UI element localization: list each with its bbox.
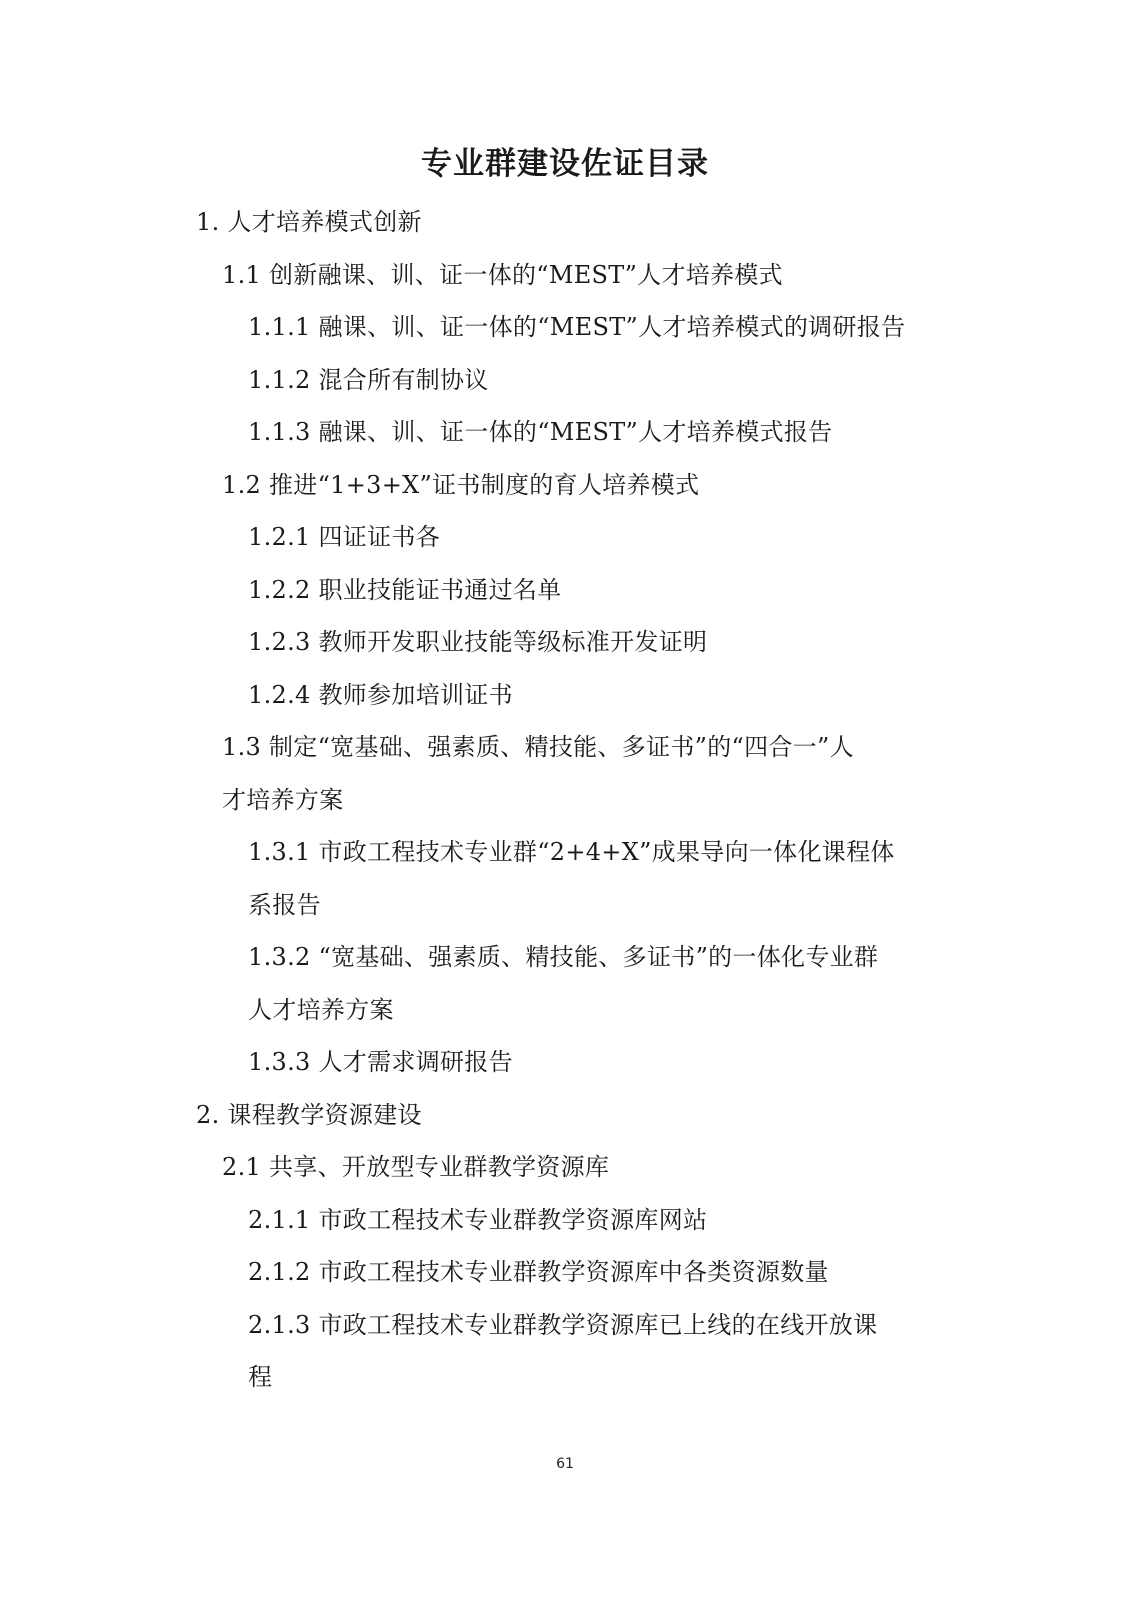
toc-entry: 1.2.4 教师参加培训证书 (248, 680, 513, 709)
toc-entry-continuation: 人才培养方案 (248, 995, 394, 1024)
toc-entry: 2.1 共享、开放型专业群教学资源库 (222, 1153, 610, 1181)
document-title: 专业群建设佐证目录 (421, 146, 709, 182)
toc-entry: 1.1 创新融课、训、证一体的“MEST”人才培养模式 (222, 260, 783, 289)
toc-entry: 1.1.3 融课、训、证一体的“MEST”人才培养模式报告 (248, 418, 833, 446)
toc-entry: 1.3 制定“宽基础、强素质、精技能、多证书”的“四合一”人 (222, 733, 854, 761)
toc-entry-continuation: 程 (248, 1363, 273, 1391)
page-number: 61 (556, 1456, 574, 1472)
toc-entry: 1.1.1 融课、训、证一体的“MEST”人才培养模式的调研报告 (248, 313, 906, 341)
toc-entry-continuation: 系报告 (248, 890, 321, 919)
table-of-contents (196, 196, 956, 1404)
toc-entry: 1.3.3 人才需求调研报告 (248, 1048, 513, 1076)
toc-entry: 2. 课程教学资源建设 (196, 1100, 422, 1129)
toc-entry: 2.1.1 市政工程技术专业群教学资源库网站 (248, 1205, 708, 1234)
toc-entry: 1.1.2 混合所有制协议 (248, 365, 489, 394)
toc-entry: 2.1.3 市政工程技术专业群教学资源库已上线的在线开放课 (248, 1310, 878, 1339)
toc-entry: 1.2.2 职业技能证书通过名单 (248, 575, 562, 604)
toc-entry: 1.2 推进“1+3+X”证书制度的育人培养模式 (222, 470, 700, 499)
toc-entry: 1.3.2 “宽基础、强素质、精技能、多证书”的一体化专业群 (248, 943, 879, 971)
toc-entry: 1. 人才培养模式创新 (196, 208, 422, 236)
toc-entry-continuation: 才培养方案 (222, 785, 344, 814)
toc-entry: 1.3.1 市政工程技术专业群“2+4+X”成果导向一体化课程体 (248, 838, 895, 866)
toc-entry: 2.1.2 市政工程技术专业群教学资源库中各类资源数量 (248, 1258, 829, 1286)
toc-entry: 1.2.1 四证证书各 (248, 523, 440, 551)
toc-entry: 1.2.3 教师开发职业技能等级标准开发证明 (248, 628, 708, 656)
